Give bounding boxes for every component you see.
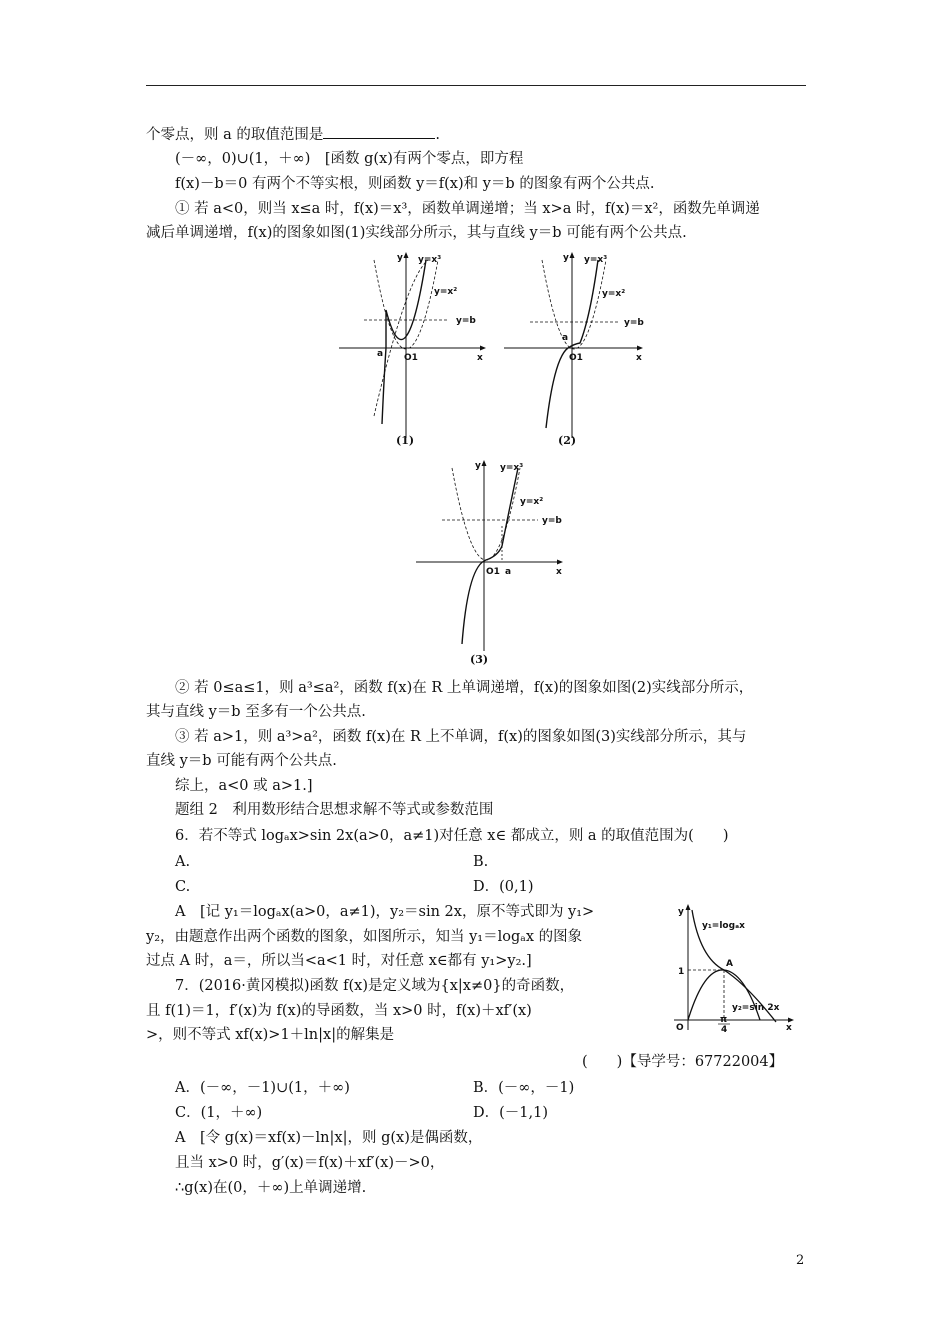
text-line: ③ 若 a>1，则 a³>a²，函数 f(x)在 R 上不单调，f(x)的图象如图(3)实线部分所示，其与 (175, 729, 747, 745)
graph-figure-4 (654, 898, 806, 1034)
origin-label: O1 (569, 353, 583, 363)
x-axis-label: x (786, 1023, 792, 1033)
option-d: D．(－1,1) (473, 1105, 548, 1121)
text-line: 个零点，则 a 的取值范围是 . (146, 124, 440, 145)
figure-caption: (2) (558, 434, 577, 447)
cube-label: y=x³ (418, 255, 442, 265)
a-label: a (562, 333, 569, 343)
text-line: 直线 y＝b 可能有两个公共点. (146, 753, 337, 769)
square-label: y=x² (602, 289, 626, 299)
text-line: ∴g(x)在(0，＋∞)上单调递增. (175, 1180, 367, 1196)
y-axis-label: y (397, 253, 403, 263)
y-axis-label: y (563, 253, 569, 263)
text-line: 且 f(1)＝1，f′(x)为 f(x)的导函数，当 x>0 时，f(x)＋xf′(x) (146, 1003, 532, 1019)
text-line: 综上，a<0 或 a>1.] (175, 778, 313, 794)
question-6: 6．若不等式 logₐx>sin 2x(a>0，a≠1)对任意 x∈ 都成立，则 a 的取值范围为( ) (175, 828, 729, 844)
cube-label: y=x³ (500, 463, 524, 473)
text-line: A [记 y₁＝logₐx(a>0，a≠1)，y₂＝sin 2x，原不等式即为 y₁> (175, 904, 595, 920)
y1-label: y₁=logₐx (702, 921, 745, 931)
text-line: 过点 A 时，a＝，所以当<a<1 时，对任意 x∈都有 y₁>y₂.] (146, 953, 532, 969)
text-line: f(x)－b＝0 有两个不等实根，则函数 y＝f(x)和 y＝b 的图象有两个公共点. (175, 176, 655, 192)
option-a: A. (175, 854, 191, 870)
text-line: 其与直线 y＝b 至多有一个公共点. (146, 704, 366, 720)
text-line: ② 若 0≤a≤1，则 a³≤a²，函数 f(x)在 R 上单调递增，f(x)的图象如图(2)实线部分所示， (175, 680, 754, 696)
option-d: D．(0,1) (473, 879, 534, 895)
y2-label: y₂=sin 2x (732, 1003, 780, 1013)
a-label: a (505, 567, 512, 577)
header-rule (146, 85, 806, 86)
hline-label: y=b (542, 516, 562, 526)
graph-figure-1 (334, 248, 494, 453)
option-b: B．(－∞，－1) (473, 1080, 575, 1096)
text-line: y₂，由题意作出两个函数的图象，如图所示，知当 y₁＝logₐx 的图象 (146, 929, 583, 945)
one-label: 1 (678, 967, 685, 977)
four-label: 4 (721, 1025, 728, 1034)
origin-label: O (676, 1023, 684, 1033)
a-label: a (377, 349, 384, 359)
graph-figure-3 (414, 456, 574, 671)
square-label: y=x² (434, 287, 458, 297)
text-line: (－∞，0)∪(1，＋∞) [函数 g(x)有两个零点，即方程 (175, 151, 524, 167)
option-c: C. (175, 879, 191, 895)
text-line: 减后单调递增，f(x)的图象如图(1)实线部分所示，其与直线 y＝b 可能有两个公共点. (146, 225, 687, 241)
cube-label: y=x³ (584, 255, 608, 265)
text-line: ( )【导学号：67722004】 (582, 1054, 784, 1070)
hline-label: y=b (624, 318, 644, 328)
answer-blank (323, 124, 435, 139)
option-b: B. (473, 854, 489, 870)
question-7: 7．(2016·黄冈模拟)函数 f(x)是定义域为{x|x≠0}的奇函数， (175, 978, 575, 994)
figure-caption: (3) (470, 653, 489, 666)
origin-label: O1 (404, 353, 418, 363)
y-axis-label: y (475, 461, 481, 471)
option-a: A．(－∞，－1)∪(1，＋∞) (175, 1080, 350, 1096)
figure-caption: (1) (396, 434, 415, 447)
graph-figure-2 (502, 248, 652, 453)
pi-label: π (720, 1015, 728, 1025)
square-label: y=x² (520, 497, 544, 507)
section-heading: 题组 2 利用数形结合思想求解不等式或参数范围 (175, 802, 494, 818)
x-axis-label: x (556, 567, 562, 577)
point-a-label: A (726, 959, 733, 969)
text-line: >，则不等式 xf(x)>1＋ln|x|的解集是 (146, 1027, 395, 1043)
text-line: 且当 x>0 时，g′(x)＝f(x)＋xf′(x)－>0， (175, 1155, 445, 1171)
hline-label: y=b (456, 316, 476, 326)
x-axis-label: x (477, 353, 483, 363)
y-axis-label: y (678, 907, 684, 917)
x-axis-label: x (636, 353, 642, 363)
text-line: ① 若 a<0，则当 x≤a 时，f(x)＝x³，函数单调递增；当 x>a 时，f(x)＝x²，函数先单调递 (175, 201, 760, 217)
text-line: A [令 g(x)＝xf(x)－ln|x|，则 g(x)是偶函数， (175, 1130, 483, 1146)
page-number: 2 (796, 1253, 805, 1268)
origin-label: O1 (486, 567, 500, 577)
option-c: C．(1，＋∞) (175, 1105, 263, 1121)
